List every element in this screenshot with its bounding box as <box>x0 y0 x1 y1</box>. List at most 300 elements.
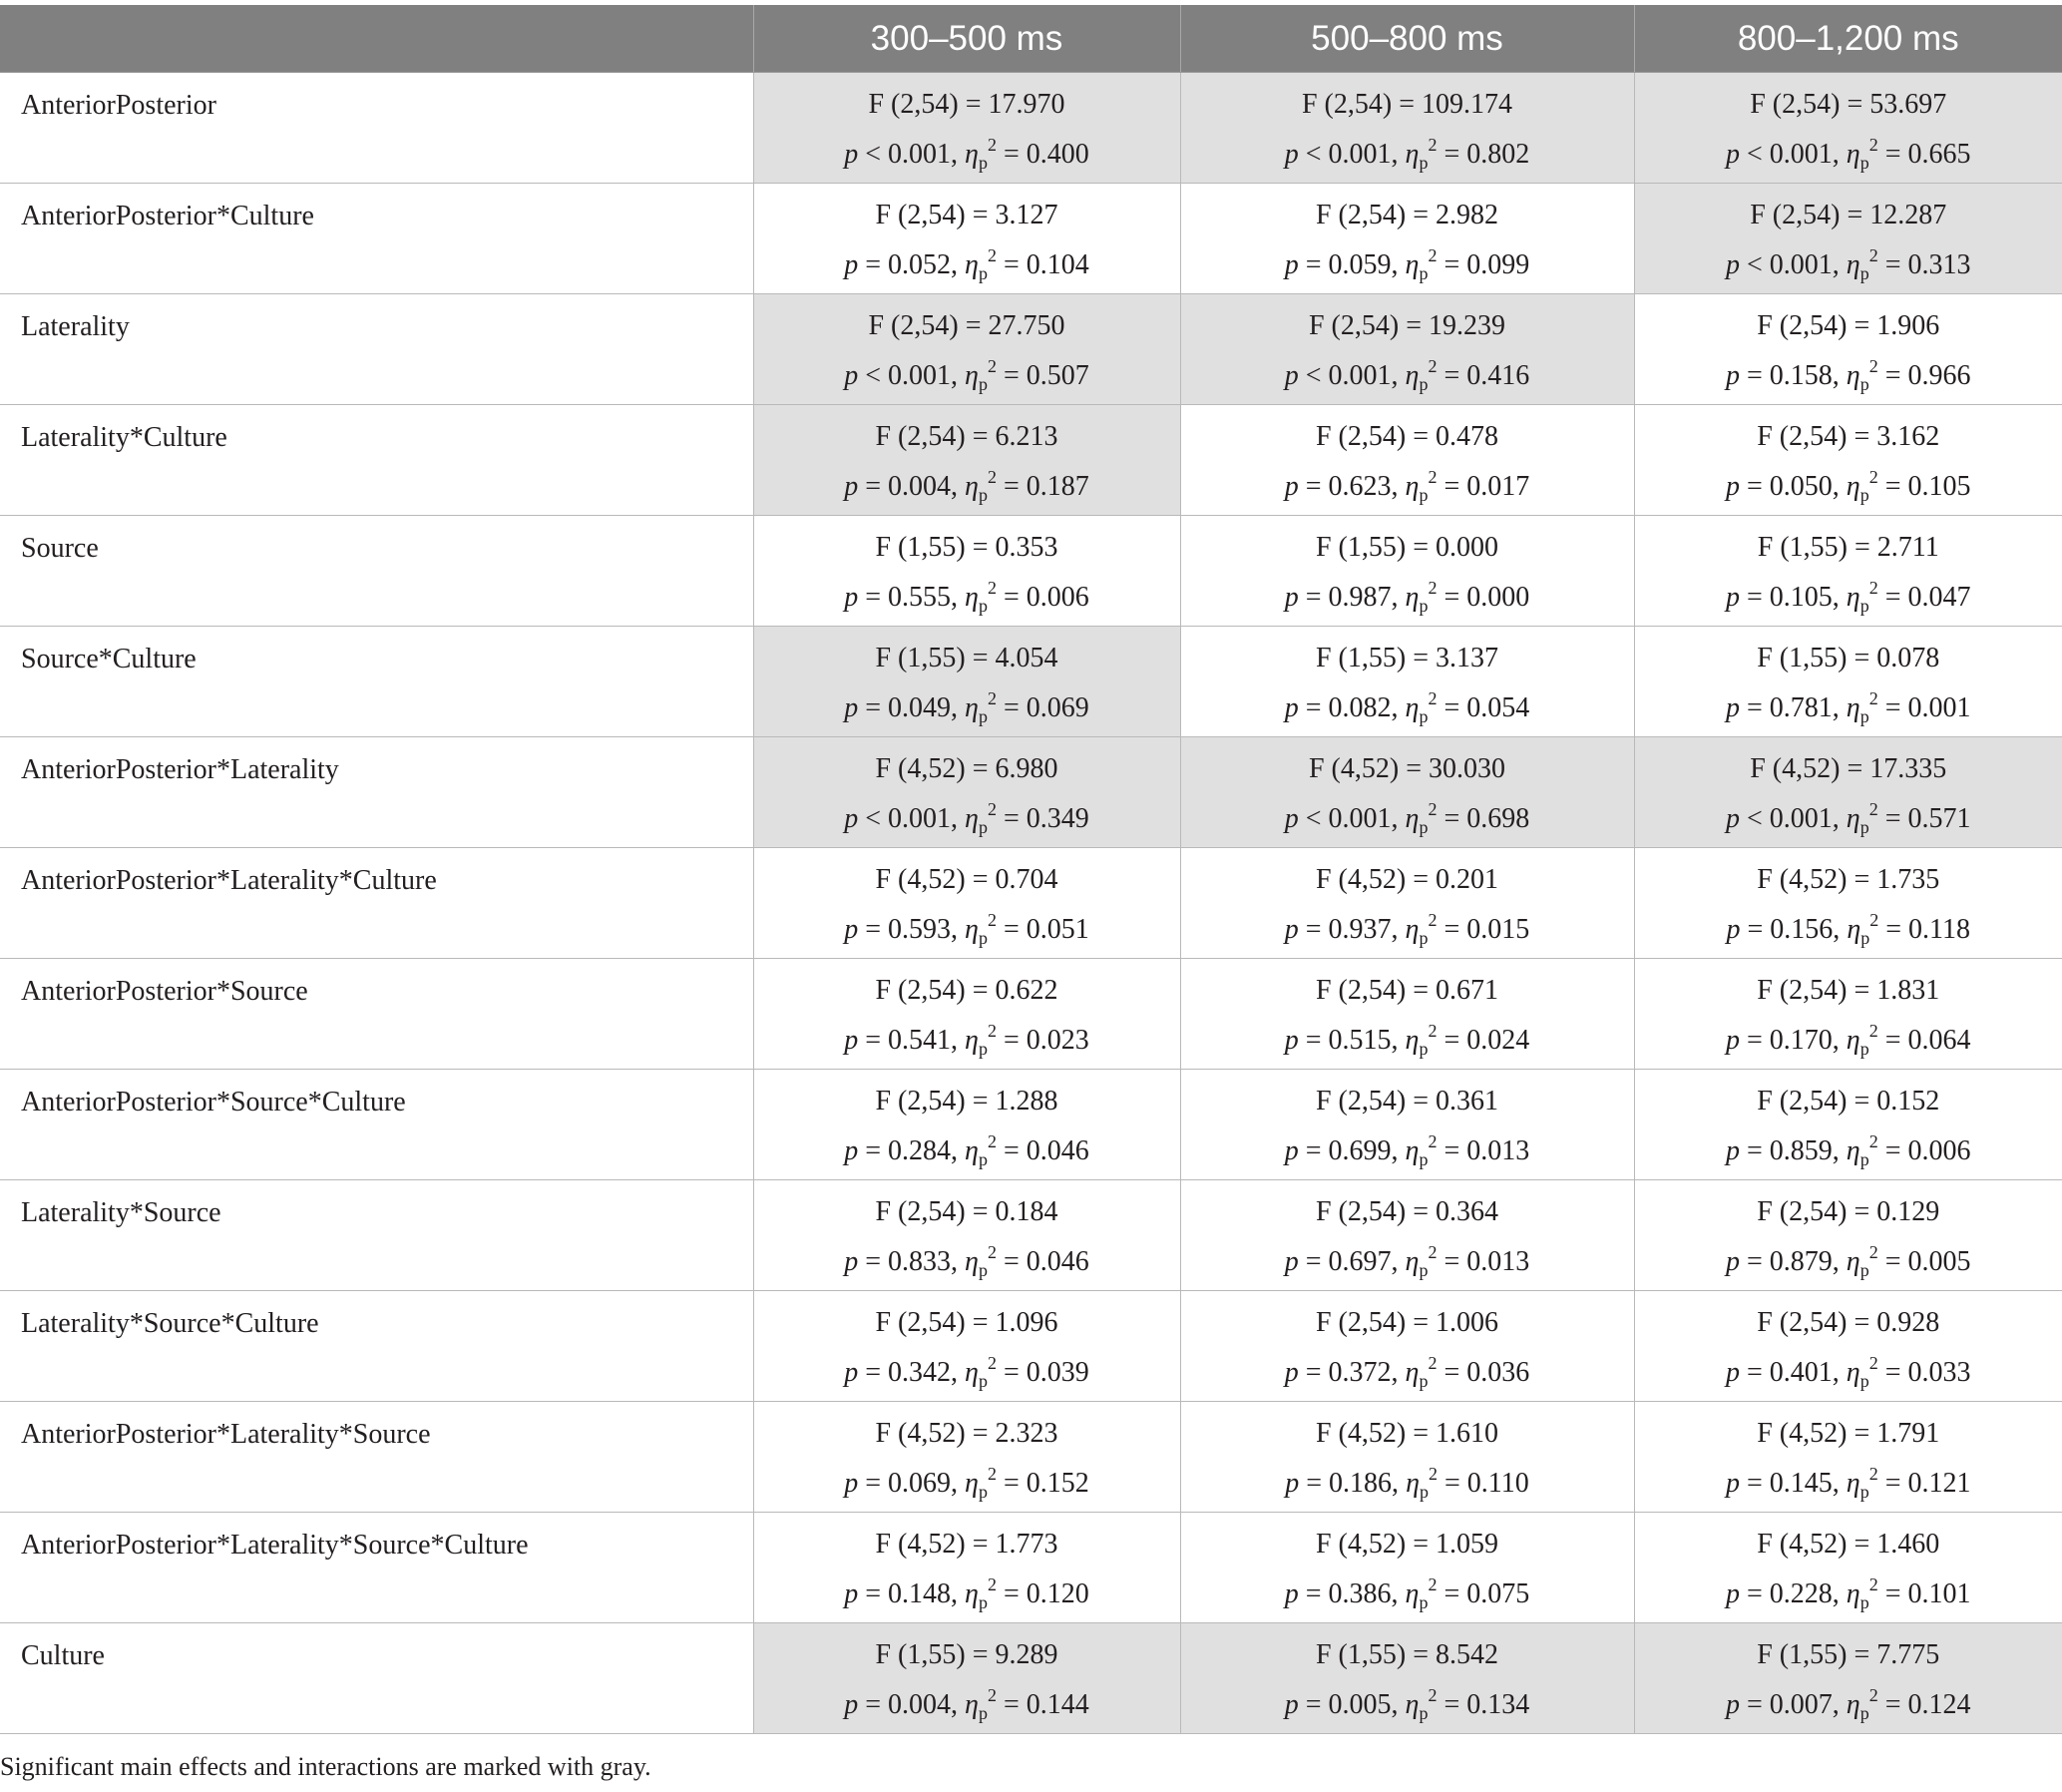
eta-symbol: η <box>965 1025 979 1056</box>
eta-superscript: 2 <box>1868 1464 1878 1484</box>
eta-value: = 0.144 <box>996 1689 1089 1720</box>
eta-superscript: 2 <box>1428 135 1438 155</box>
eta-superscript: 2 <box>987 135 997 155</box>
p-eta-line <box>754 910 1180 948</box>
eta-subscript: p <box>1419 485 1429 505</box>
eta-superscript: 2 <box>987 1131 997 1151</box>
p-value: p = 0.515, <box>1284 1025 1399 1056</box>
eta-superscript: 2 <box>1869 910 1879 930</box>
stat-cell <box>753 1291 1180 1402</box>
p-eta-line <box>754 1353 1180 1391</box>
header-row <box>0 5 2062 73</box>
eta-superscript: 2 <box>1428 356 1438 376</box>
stat-cell <box>1180 1291 1634 1402</box>
p-value: p = 0.158, <box>1726 360 1840 391</box>
eta-symbol: η <box>1405 914 1420 945</box>
p-eta-line <box>1181 1464 1634 1502</box>
f-statistic: F (2,54) = 1.831 <box>1757 975 1940 1006</box>
eta-superscript: 2 <box>1428 910 1438 930</box>
eta-superscript: 2 <box>987 1685 997 1705</box>
eta-subscript: p <box>1419 1592 1429 1612</box>
eta-superscript: 2 <box>1428 245 1438 265</box>
eta-subscript: p <box>978 485 988 505</box>
f-statistic: F (1,55) = 0.000 <box>1315 532 1498 563</box>
eta-value: = 0.118 <box>1878 914 1970 945</box>
eta-value: = 0.124 <box>1877 1689 1971 1720</box>
p-value: p = 0.059, <box>1284 249 1399 280</box>
f-statistic: F (4,52) = 1.059 <box>1315 1529 1498 1560</box>
eta-value: = 0.571 <box>1877 803 1971 834</box>
eta-symbol: η <box>965 1246 979 1277</box>
eta-symbol: η <box>965 914 979 945</box>
f-statistic: F (1,55) = 0.353 <box>875 532 1058 563</box>
stat-cell <box>1180 184 1634 294</box>
eta-subscript: p <box>978 1260 988 1280</box>
stat-cell <box>1180 1180 1634 1291</box>
eta-symbol: η <box>965 360 979 391</box>
table-row <box>0 848 2062 959</box>
eta-value: = 0.064 <box>1877 1025 1971 1056</box>
p-eta-line <box>1181 1353 1634 1391</box>
eta-value: = 0.000 <box>1437 582 1530 613</box>
eta-superscript: 2 <box>1428 1131 1438 1151</box>
stat-cell-significant <box>753 405 1180 516</box>
f-statistic: F (2,54) = 1.288 <box>875 1086 1058 1117</box>
eta-value: = 0.134 <box>1437 1689 1530 1720</box>
eta-superscript: 2 <box>1868 1685 1878 1705</box>
p-eta-line <box>1635 910 2062 948</box>
eta-symbol: η <box>1405 1357 1420 1388</box>
eta-subscript: p <box>1859 1371 1869 1391</box>
p-value: p = 0.145, <box>1726 1468 1840 1499</box>
f-statistic: F (1,55) = 2.711 <box>1757 532 1939 563</box>
eta-subscript: p <box>978 263 988 283</box>
p-eta-line <box>1635 1574 2062 1612</box>
eta-symbol: η <box>965 1468 979 1499</box>
p-eta-line <box>754 1574 1180 1612</box>
eta-symbol: η <box>1846 139 1860 170</box>
table-row <box>0 1291 2062 1402</box>
eta-value: = 0.047 <box>1877 582 1971 613</box>
p-eta-line <box>1635 1131 2062 1169</box>
f-statistic: F (2,54) = 53.697 <box>1750 89 1947 120</box>
stat-cell <box>1634 294 2062 405</box>
eta-symbol: η <box>965 139 979 170</box>
eta-value: = 0.001 <box>1877 692 1971 723</box>
eta-value: = 0.039 <box>996 1357 1089 1388</box>
p-eta-line <box>754 1131 1180 1169</box>
p-value: p < 0.001, <box>1284 139 1399 170</box>
eta-value: = 0.416 <box>1437 360 1530 391</box>
eta-symbol: η <box>1405 692 1420 723</box>
eta-subscript: p <box>1419 928 1429 948</box>
stat-cell <box>753 516 1180 627</box>
eta-superscript: 2 <box>987 799 997 819</box>
stat-cell-significant <box>753 73 1180 184</box>
f-statistic: F (1,55) = 7.775 <box>1757 1639 1940 1670</box>
stat-cell-significant <box>1180 737 1634 848</box>
p-eta-line <box>1635 1464 2062 1502</box>
eta-value: = 0.152 <box>996 1468 1089 1499</box>
f-statistic: F (4,52) = 1.791 <box>1757 1418 1940 1449</box>
effect-label: Laterality*Source*Culture <box>0 1291 753 1402</box>
p-eta-line <box>754 245 1180 283</box>
stat-cell <box>1180 959 1634 1070</box>
stat-cell <box>1634 1291 2062 1402</box>
eta-subscript: p <box>978 706 988 726</box>
eta-subscript: p <box>1859 263 1869 283</box>
table-row <box>0 959 2062 1070</box>
table-row <box>0 1402 2062 1513</box>
p-eta-line <box>1635 578 2062 616</box>
eta-symbol: η <box>1405 360 1420 391</box>
eta-symbol: η <box>1846 803 1860 834</box>
p-value: p = 0.937, <box>1284 914 1399 945</box>
stat-cell-significant <box>1634 1623 2062 1734</box>
eta-superscript: 2 <box>987 578 997 598</box>
effect-label: AnteriorPosterior*Laterality*Source*Culture <box>0 1513 753 1623</box>
p-eta-line <box>1635 1685 2062 1723</box>
eta-value: = 0.006 <box>996 582 1089 613</box>
eta-superscript: 2 <box>987 1353 997 1373</box>
p-value: p = 0.386, <box>1284 1578 1399 1609</box>
stat-cell-significant <box>1634 737 2062 848</box>
f-statistic: F (1,55) = 4.054 <box>875 643 1058 673</box>
f-statistic: F (2,54) = 0.361 <box>1315 1086 1498 1117</box>
eta-symbol: η <box>1405 249 1420 280</box>
eta-subscript: p <box>1419 263 1429 283</box>
f-statistic: F (2,54) = 0.364 <box>1315 1196 1498 1227</box>
p-value: p < 0.001, <box>1726 249 1840 280</box>
eta-value: = 0.024 <box>1437 1025 1530 1056</box>
eta-subscript: p <box>978 1482 988 1502</box>
eta-superscript: 2 <box>1428 1685 1438 1705</box>
p-value: p = 0.052, <box>844 249 959 280</box>
p-eta-line <box>754 688 1180 726</box>
eta-superscript: 2 <box>1868 1021 1878 1041</box>
p-eta-line <box>1635 1242 2062 1280</box>
eta-superscript: 2 <box>987 467 997 487</box>
stat-cell <box>753 1180 1180 1291</box>
eta-subscript: p <box>978 1703 988 1723</box>
eta-symbol: η <box>965 249 979 280</box>
stat-cell-significant <box>753 1623 1180 1734</box>
p-eta-line <box>1635 799 2062 837</box>
p-eta-line <box>1181 135 1634 173</box>
eta-superscript: 2 <box>1868 1574 1878 1594</box>
p-eta-line <box>1181 1131 1634 1169</box>
eta-symbol: η <box>1846 249 1860 280</box>
table-row <box>0 1070 2062 1180</box>
stat-cell <box>1634 848 2062 959</box>
eta-symbol: η <box>1405 803 1420 834</box>
eta-superscript: 2 <box>987 356 997 376</box>
eta-subscript: p <box>1419 1482 1429 1502</box>
f-statistic: F (4,52) = 6.980 <box>875 753 1058 784</box>
eta-value: = 0.099 <box>1437 249 1530 280</box>
p-value: p = 0.342, <box>844 1357 959 1388</box>
eta-subscript: p <box>1859 1039 1869 1059</box>
eta-subscript: p <box>1419 153 1429 173</box>
f-statistic: F (2,54) = 0.671 <box>1315 975 1498 1006</box>
p-eta-line <box>1181 1242 1634 1280</box>
f-statistic: F (2,54) = 0.928 <box>1757 1307 1940 1338</box>
eta-value: = 0.665 <box>1877 139 1971 170</box>
p-value: p = 0.555, <box>844 582 959 613</box>
eta-subscript: p <box>1419 374 1429 394</box>
eta-value: = 0.120 <box>996 1578 1089 1609</box>
f-statistic: F (2,54) = 2.982 <box>1315 200 1498 230</box>
p-value: p = 0.372, <box>1284 1357 1399 1388</box>
eta-subscript: p <box>978 153 988 173</box>
eta-superscript: 2 <box>1428 799 1438 819</box>
f-statistic: F (2,54) = 12.287 <box>1750 200 1947 230</box>
eta-value: = 0.006 <box>1877 1135 1971 1166</box>
f-statistic: F (2,54) = 0.478 <box>1315 421 1498 452</box>
eta-superscript: 2 <box>1868 799 1878 819</box>
stat-cell <box>753 1070 1180 1180</box>
f-statistic: F (2,54) = 1.906 <box>1757 310 1940 341</box>
eta-subscript: p <box>978 1039 988 1059</box>
eta-symbol: η <box>1846 1246 1860 1277</box>
p-eta-line <box>1181 578 1634 616</box>
table-row <box>0 737 2062 848</box>
table-row <box>0 516 2062 627</box>
f-statistic: F (2,54) = 1.006 <box>1315 1307 1498 1338</box>
p-value: p < 0.001, <box>1726 139 1840 170</box>
eta-symbol: η <box>965 582 979 613</box>
eta-value: = 0.349 <box>996 803 1089 834</box>
effect-label: AnteriorPosterior*Source*Culture <box>0 1070 753 1180</box>
f-statistic: F (2,54) = 0.622 <box>875 975 1058 1006</box>
eta-subscript: p <box>978 1371 988 1391</box>
eta-value: = 0.507 <box>996 360 1089 391</box>
f-statistic: F (4,52) = 30.030 <box>1308 753 1505 784</box>
eta-subscript: p <box>1859 1703 1869 1723</box>
eta-symbol: η <box>1846 1689 1860 1720</box>
eta-superscript: 2 <box>987 688 997 708</box>
eta-value: = 0.698 <box>1437 803 1530 834</box>
eta-superscript: 2 <box>1428 1353 1438 1373</box>
f-statistic: F (2,54) = 19.239 <box>1308 310 1505 341</box>
eta-value: = 0.051 <box>996 914 1089 945</box>
stat-cell <box>1634 1402 2062 1513</box>
p-value: p = 0.401, <box>1726 1357 1840 1388</box>
p-eta-line <box>1635 245 2062 283</box>
eta-superscript: 2 <box>1868 356 1878 376</box>
f-statistic: F (4,52) = 1.460 <box>1757 1529 1940 1560</box>
effect-label: Laterality <box>0 294 753 405</box>
eta-subscript: p <box>1859 817 1869 837</box>
eta-value: = 0.069 <box>996 692 1089 723</box>
eta-symbol: η <box>965 1689 979 1720</box>
f-statistic: F (4,52) = 17.335 <box>1750 753 1947 784</box>
p-value: p = 0.987, <box>1284 582 1399 613</box>
stat-cell-significant <box>753 627 1180 737</box>
eta-symbol: η <box>1405 582 1420 613</box>
stat-cell <box>1180 848 1634 959</box>
eta-symbol: η <box>1846 582 1860 613</box>
eta-symbol: η <box>1846 471 1860 502</box>
p-value: p = 0.186, <box>1285 1468 1400 1499</box>
eta-superscript: 2 <box>1868 245 1878 265</box>
eta-superscript: 2 <box>1868 467 1878 487</box>
effect-label: Source <box>0 516 753 627</box>
eta-subscript: p <box>1419 1149 1429 1169</box>
eta-symbol: η <box>1846 1357 1860 1388</box>
eta-superscript: 2 <box>987 1242 997 1262</box>
eta-superscript: 2 <box>987 1021 997 1041</box>
p-eta-line <box>1181 1685 1634 1723</box>
p-value: p = 0.050, <box>1726 471 1840 502</box>
p-eta-line <box>1635 135 2062 173</box>
eta-value: = 0.023 <box>996 1025 1089 1056</box>
f-statistic: F (2,54) = 1.096 <box>875 1307 1058 1338</box>
eta-value: = 0.313 <box>1877 249 1971 280</box>
effect-label: Culture <box>0 1623 753 1734</box>
eta-value: = 0.400 <box>996 139 1089 170</box>
f-statistic: F (1,55) = 8.542 <box>1315 1639 1498 1670</box>
table-row <box>0 1513 2062 1623</box>
eta-superscript: 2 <box>987 1464 997 1484</box>
p-value: p = 0.148, <box>844 1578 959 1609</box>
stat-cell <box>753 1402 1180 1513</box>
table-row <box>0 294 2062 405</box>
eta-superscript: 2 <box>1428 1464 1438 1484</box>
stat-cell <box>1634 959 2062 1070</box>
p-eta-line <box>1181 799 1634 837</box>
p-eta-line <box>754 1464 1180 1502</box>
p-value: p < 0.001, <box>844 139 959 170</box>
p-eta-line <box>754 1242 1180 1280</box>
p-value: p = 0.833, <box>844 1246 959 1277</box>
eta-superscript: 2 <box>1428 688 1438 708</box>
p-value: p < 0.001, <box>1726 803 1840 834</box>
eta-symbol: η <box>965 471 979 502</box>
effect-label: Laterality*Culture <box>0 405 753 516</box>
f-statistic: F (2,54) = 6.213 <box>875 421 1058 452</box>
f-statistic: F (2,54) = 0.152 <box>1757 1086 1940 1117</box>
p-value: p = 0.049, <box>844 692 959 723</box>
eta-superscript: 2 <box>1868 135 1878 155</box>
p-value: p = 0.004, <box>844 1689 959 1720</box>
stat-cell <box>1634 516 2062 627</box>
eta-value: = 0.054 <box>1437 692 1530 723</box>
p-value: p < 0.001, <box>1284 803 1399 834</box>
stat-cell <box>1634 627 2062 737</box>
eta-value: = 0.046 <box>996 1246 1089 1277</box>
effect-label: Laterality*Source <box>0 1180 753 1291</box>
eta-superscript: 2 <box>1868 1131 1878 1151</box>
stat-cell <box>753 848 1180 959</box>
eta-value: = 0.075 <box>1437 1578 1530 1609</box>
p-eta-line <box>754 578 1180 616</box>
eta-subscript: p <box>1859 485 1869 505</box>
p-eta-line <box>1635 467 2062 505</box>
f-statistic: F (2,54) = 17.970 <box>868 89 1065 120</box>
eta-superscript: 2 <box>1428 1574 1438 1594</box>
eta-superscript: 2 <box>1868 578 1878 598</box>
eta-symbol: η <box>1405 1135 1420 1166</box>
p-eta-line <box>754 356 1180 394</box>
eta-value: = 0.121 <box>1877 1468 1971 1499</box>
eta-subscript: p <box>1859 1149 1869 1169</box>
eta-superscript: 2 <box>1868 1353 1878 1373</box>
table-row <box>0 1180 2062 1291</box>
stat-cell-significant <box>753 294 1180 405</box>
p-eta-line <box>754 1021 1180 1059</box>
eta-subscript: p <box>978 374 988 394</box>
f-statistic: F (2,54) = 0.129 <box>1757 1196 1940 1227</box>
stat-cell-significant <box>1180 73 1634 184</box>
eta-superscript: 2 <box>1428 1242 1438 1262</box>
stat-cell <box>1634 1070 2062 1180</box>
eta-symbol: η <box>965 1578 979 1609</box>
anova-results-table <box>0 5 2062 1734</box>
header-cell-time-window: 500–800 ms <box>1180 5 1634 73</box>
p-value: p = 0.005, <box>1284 1689 1399 1720</box>
eta-superscript: 2 <box>987 245 997 265</box>
f-statistic: F (1,55) = 0.078 <box>1757 643 1940 673</box>
eta-subscript: p <box>1419 596 1429 616</box>
p-value: p = 0.228, <box>1726 1578 1840 1609</box>
header-cell-time-window: 300–500 ms <box>753 5 1180 73</box>
eta-value: = 0.033 <box>1877 1357 1971 1388</box>
p-eta-line <box>1181 688 1634 726</box>
p-value: p = 0.105, <box>1726 582 1840 613</box>
p-value: p = 0.623, <box>1284 471 1399 502</box>
f-statistic: F (4,52) = 1.773 <box>875 1529 1058 1560</box>
p-eta-line <box>754 799 1180 837</box>
effect-label: AnteriorPosterior*Culture <box>0 184 753 294</box>
p-value: p < 0.001, <box>1284 360 1399 391</box>
f-statistic: F (4,52) = 0.201 <box>1315 864 1498 895</box>
eta-subscript: p <box>1419 1703 1429 1723</box>
eta-symbol: η <box>965 1135 979 1166</box>
stat-cell <box>1180 1402 1634 1513</box>
eta-symbol: η <box>965 692 979 723</box>
eta-subscript: p <box>1860 928 1870 948</box>
p-value: p = 0.007, <box>1726 1689 1840 1720</box>
eta-value: = 0.105 <box>1877 471 1971 502</box>
stat-cell-significant <box>753 737 1180 848</box>
eta-value: = 0.110 <box>1437 1468 1529 1499</box>
table-row <box>0 405 2062 516</box>
eta-subscript: p <box>978 928 988 948</box>
table-header <box>0 5 2062 73</box>
p-eta-line <box>754 467 1180 505</box>
eta-subscript: p <box>1419 1039 1429 1059</box>
table-row <box>0 627 2062 737</box>
eta-symbol: η <box>1405 471 1420 502</box>
eta-subscript: p <box>1859 374 1869 394</box>
f-statistic: F (1,55) = 9.289 <box>875 1639 1058 1670</box>
eta-value: = 0.036 <box>1437 1357 1530 1388</box>
eta-symbol: η <box>1405 1578 1420 1609</box>
eta-symbol: η <box>1846 1135 1860 1166</box>
stat-cell <box>1180 516 1634 627</box>
header-cell-effect <box>0 5 753 73</box>
eta-subscript: p <box>1419 817 1429 837</box>
f-statistic: F (2,54) = 109.174 <box>1301 89 1512 120</box>
effect-label: AnteriorPosterior*Source <box>0 959 753 1070</box>
p-value: p = 0.781, <box>1726 692 1840 723</box>
eta-superscript: 2 <box>1428 467 1438 487</box>
eta-superscript: 2 <box>1868 1242 1878 1262</box>
eta-superscript: 2 <box>987 910 997 930</box>
p-eta-line <box>1181 467 1634 505</box>
p-value: p = 0.284, <box>844 1135 959 1166</box>
